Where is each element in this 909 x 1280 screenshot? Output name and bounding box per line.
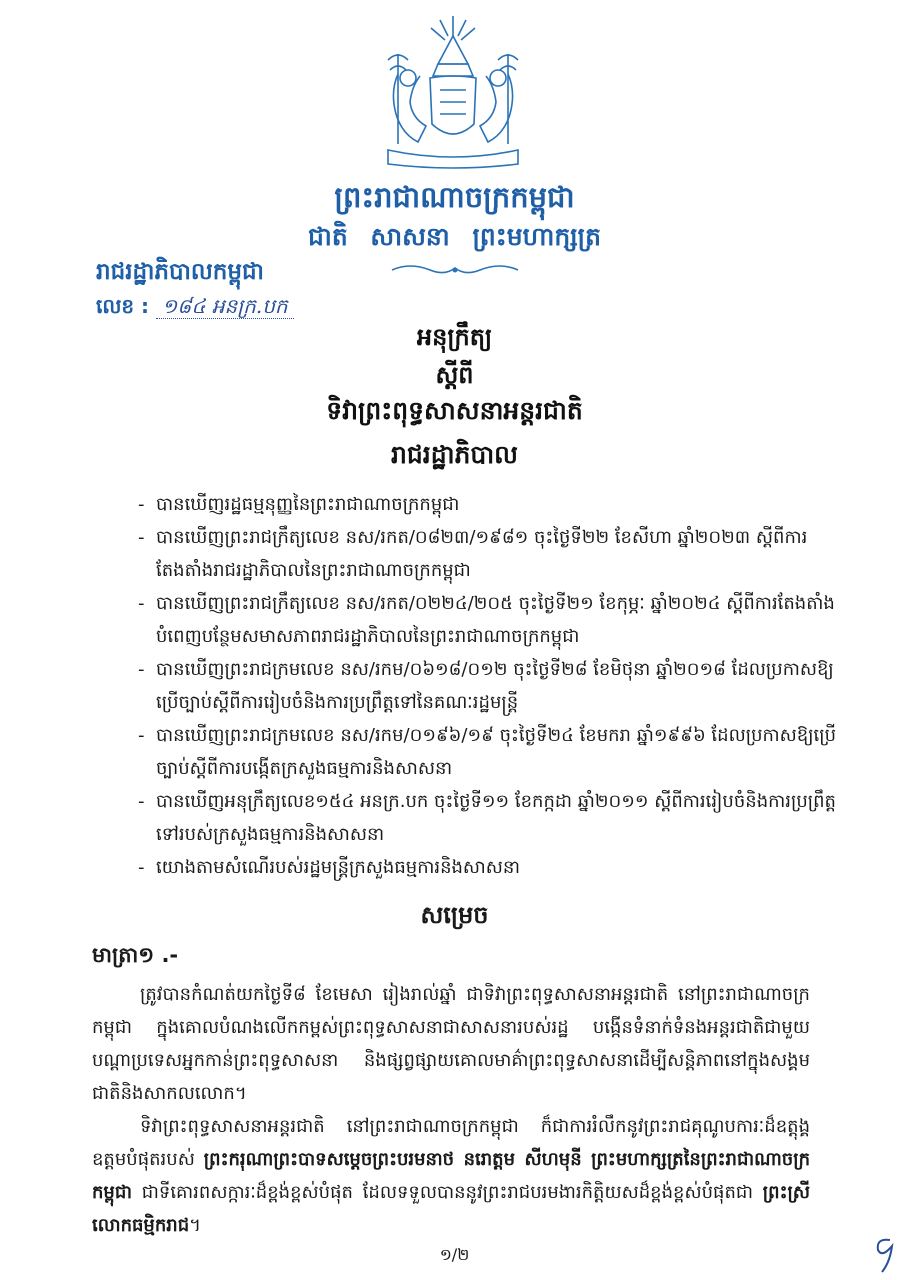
issuer: រាជរដ្ឋាភិបាល	[391, 440, 518, 469]
reference-label: លេខ :	[96, 294, 150, 318]
page-number: ១/២	[439, 1245, 470, 1264]
visa-item: - យោងតាមសំណើរបស់រដ្ឋមន្ត្រីក្រសួងធម្មការនិងសាសនា	[138, 851, 838, 884]
honorary-title: ព្រះស្រីលោកធម្មិករាជ	[92, 1182, 810, 1236]
paragraph-text: ។	[189, 1215, 201, 1236]
paragraph-text: ជាទីគោរពសក្ការៈដ៏ខ្ពង់ខ្ពស់បំផុត ដែលទទួលបាននូវព្រះរាជបរមងារកិត្តិយសដ៏ខ្ពង់ខ្ពស់បំផុតជា	[132, 1182, 763, 1203]
paragraph-text: ទិវាព្រះពុទ្ធសាសនាអន្តរជាតិ នៅព្រះរាជាណាចក្រកម្ពុជា ក៏ជាការរំលឹកនូវព្រះរាជគុណូបការៈដ៏ឧត្តុង្គឧត្តមបំផុតរបស់	[92, 1116, 810, 1170]
article-1-paragraph-2	[92, 1110, 810, 1242]
decision-heading: សម្រេច	[420, 901, 489, 929]
royal-coat-of-arms-emblem	[378, 14, 528, 172]
visa-item: - បានឃើញព្រះរាជក្រឹត្យលេខ នស/រកត/០២២៤/២០៥ ចុះថ្ងៃទី២១ ខែកុម្ភៈ ឆ្នាំ២០២៤ ស្តីពីការតែងតាំងបំពេញបន្ថែមសមាសភាពរាជរដ្ឋាភិបាលនៃព្រះរាជាណាចក្រកម្ពុជា	[138, 587, 838, 653]
visa-item: - បានឃើញព្រះរាជក្រមលេខ នស/រកម/០៦១៨/០១២ ចុះថ្ងៃទី២៨ ខែមិថុនា ឆ្នាំ២០១៨ ដែលប្រកាសឱ្យប្រើច្បាប់ស្តីពីការរៀបចំនិងការប្រព្រឹត្តទៅនៃគណៈរដ្ឋមន្ត្រី	[138, 653, 838, 719]
reference-number: ១៨៤ អនក្រ.បក	[156, 294, 294, 319]
document-subject: ទិវាព្រះពុទ្ធសាសនាអន្តរជាតិ	[326, 396, 583, 425]
article-1-heading: មាត្រា១ .-	[92, 943, 179, 967]
government-name: រាជរដ្ឋាភិបាលកម្ពុជា	[96, 259, 264, 285]
kingdom-name: ព្រះរាជាណាចក្រកម្ពុជា	[334, 180, 575, 214]
visa-item: - បានឃើញព្រះរាជក្រមលេខ នស/រកម/០១៩៦/១៩ ចុះថ្ងៃទី២៤ ខែមករា ឆ្នាំ១៩៩៦ ដែលប្រកាសឱ្យប្រើច្បាប់ស្តីពីការបង្កើតក្រសួងធម្មការនិងសាសនា	[138, 719, 838, 785]
reference-line	[96, 293, 294, 323]
king-title: ព្រះករុណាព្រះបាទសម្តេចព្រះបរមនាថ នរោត្តម សីហមុនី ព្រះមហាក្សត្រនៃព្រះរាជាណាចក្រកម្ពុជា	[92, 1149, 810, 1203]
document-type: អនុក្រឹត្យ	[416, 323, 493, 351]
article-1-paragraph-1: ត្រូវបានកំណត់យកថ្ងៃទី៨ ខែមេសា រៀងរាល់ឆ្នាំ ជាទិវាព្រះពុទ្ធសាសនាអន្តរជាតិ នៅព្រះរាជាណាចក្រកម្ពុជា ក្នុងគោលបំណងលើកកម្ពស់ព្រះពុទ្ធសាសនាជាសាសនារបស់រដ្ឋ បង្កើនទំនាក់ទំនងអន្តរជាតិជាមួយបណ្តាប្រទេសអ្នកកាន់ព្រះពុទ្ធសាសនា និងផ្សព្វផ្សាយគោលមាគ៌ាព្រះពុទ្ធសាសនាដើម្បីសន្តិភាពនៅក្នុងសង្គមជាតិនិងសាកលលោក។	[92, 984, 810, 1104]
national-motto: ជាតិ សាសនា ព្រះមហាក្សត្រ	[308, 222, 601, 251]
handwritten-initials-icon	[868, 1232, 904, 1276]
decorative-flourish-icon	[390, 262, 520, 278]
visa-item: - បានឃើញអនុក្រឹត្យលេខ១៥៤ អនក្រ.បក ចុះថ្ងៃទី១១ ខែកក្កដា ឆ្នាំ២០១១ ស្តីពីការរៀបចំនិងការប្រព្រឹត្តទៅរបស់ក្រសួងធម្មការនិងសាសនា	[138, 785, 838, 851]
visa-item: - បានឃើញព្រះរាជក្រឹត្យលេខ នស/រកត/០៨២៣/១៩៨១ ចុះថ្ងៃទី២២ ខែសីហា ឆ្នាំ២០២៣ ស្តីពីការតែងតាំងរាជរដ្ឋាភិបាលនៃព្រះរាជាណាចក្រកម្ពុជា	[138, 521, 838, 587]
visa-item: - បានឃើញរដ្ឋធម្មនុញ្ញនៃព្រះរាជាណាចក្រកម្ពុជា	[138, 488, 838, 521]
visa-list	[138, 488, 838, 884]
concerning-label: ស្តីពី	[435, 361, 474, 389]
